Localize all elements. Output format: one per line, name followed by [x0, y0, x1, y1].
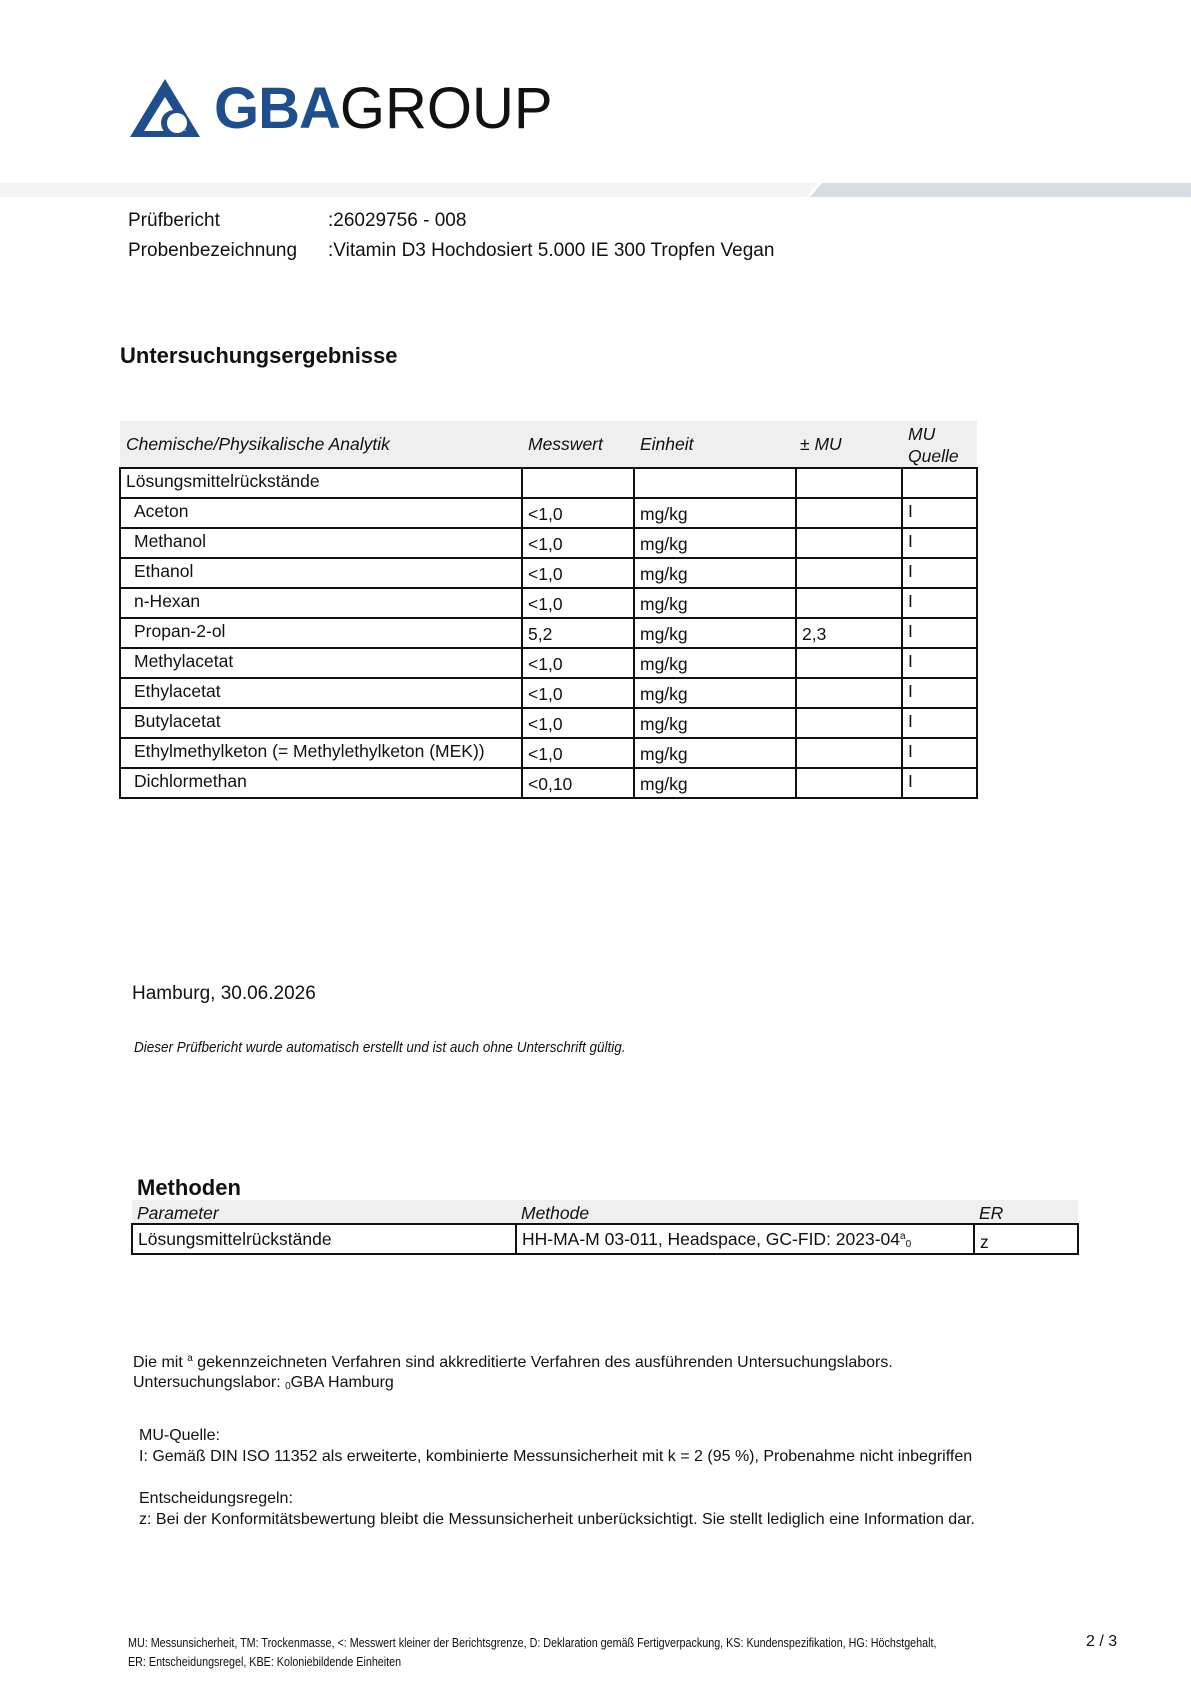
report-number-value: :26029756 - 008 — [328, 210, 467, 231]
analyte-name: Aceton — [120, 498, 522, 528]
header-analytik: Chemische/Physikalische Analytik — [120, 421, 522, 468]
sample-name-label: Probenbezeichnung — [128, 240, 298, 261]
page-number: 2 / 3 — [1086, 1633, 1118, 1650]
unit: mg/kg — [634, 738, 796, 768]
analyte-name: Butylacetat — [120, 708, 522, 738]
methods-row — [132, 1224, 1078, 1254]
table-row — [120, 708, 977, 738]
unit: mg/kg — [634, 528, 796, 558]
header-er: ER — [974, 1200, 1078, 1224]
measurement-uncertainty — [796, 648, 902, 678]
measurement-uncertainty — [796, 768, 902, 798]
measurement-uncertainty — [796, 738, 902, 768]
measured-value: <1,0 — [522, 558, 634, 588]
accreditation-mark: a — [900, 1230, 906, 1242]
unit: mg/kg — [634, 648, 796, 678]
header-methode: Methode — [516, 1200, 974, 1224]
group-empty-cell — [522, 468, 634, 498]
analyte-name: Ethanol — [120, 558, 522, 588]
gba-logo-icon — [130, 79, 200, 139]
footer-legend-line2: ER: Entscheidungsregel, KBE: Koloniebildende Einheiten — [128, 1655, 402, 1669]
header-mu: ± MU — [796, 421, 902, 468]
unit: mg/kg — [634, 558, 796, 588]
logo-text-group: GROUP — [339, 76, 553, 141]
table-row — [120, 738, 977, 768]
mu-source: I — [902, 708, 977, 738]
measured-value: 5,2 — [522, 618, 634, 648]
table-row — [120, 618, 977, 648]
measured-value: <1,0 — [522, 498, 634, 528]
header-mu-quelle-line1: MU — [908, 424, 936, 444]
measured-value: <1,0 — [522, 528, 634, 558]
measurement-uncertainty — [796, 498, 902, 528]
header-parameter: Parameter — [132, 1200, 516, 1224]
measured-value: <1,0 — [522, 678, 634, 708]
header-messwert: Messwert — [522, 421, 634, 468]
analyte-name: Methylacetat — [120, 648, 522, 678]
mu-source-text: I: Gemäß DIN ISO 11352 als erweiterte, kombinierte Messunsicherheit mit k = 2 (95 %), Probenahme nicht inbegriffen — [139, 1448, 973, 1465]
analyte-name: Ethylacetat — [120, 678, 522, 708]
mu-source: I — [902, 588, 977, 618]
group-name: Lösungsmittelrückstände — [120, 468, 522, 498]
mu-source: I — [902, 528, 977, 558]
logo-text-gba: GBA — [214, 76, 340, 141]
table-row — [120, 768, 977, 798]
decision-rules-text: z: Bei der Konformitätsbewertung bleibt die Messunsicherheit unberücksichtigt. Sie stellt lediglich eine Information dar. — [139, 1511, 975, 1528]
mu-source: I — [902, 678, 977, 708]
results-title: Untersuchungsergebnisse — [120, 343, 398, 368]
results-table — [119, 421, 978, 799]
automatic-report-note: Dieser Prüfbericht wurde automatisch erstellt und ist auch ohne Unterschrift gültig. — [134, 1039, 626, 1056]
analyte-name: Propan-2-ol — [120, 618, 522, 648]
method-parameter: Lösungsmittelrückstände — [132, 1224, 516, 1254]
unit: mg/kg — [634, 498, 796, 528]
table-row — [120, 588, 977, 618]
lab-name: GBA Hamburg — [290, 1374, 394, 1391]
lab-note — [133, 1374, 394, 1392]
group-empty-cell — [902, 468, 977, 498]
method-er: z — [974, 1224, 1078, 1254]
mu-source: I — [902, 618, 977, 648]
measurement-uncertainty: 2,3 — [796, 618, 902, 648]
mu-source: I — [902, 558, 977, 588]
mu-source: I — [902, 498, 977, 528]
measurement-uncertainty — [796, 558, 902, 588]
method-text: HH-MA-M 03-011, Headspace, GC-FID: 2023-04 — [522, 1228, 901, 1249]
methods-table — [131, 1200, 1079, 1255]
table-row — [120, 558, 977, 588]
header-mu-quelle-line2: Quelle — [908, 446, 959, 466]
table-row — [120, 678, 977, 708]
footer-legend — [128, 1634, 936, 1672]
lab-note-index: 0 — [285, 1381, 291, 1392]
table-row — [120, 498, 977, 528]
sample-name-value: :Vitamin D3 Hochdosiert 5.000 IE 300 Tropfen Vegan — [328, 240, 775, 261]
unit: mg/kg — [634, 588, 796, 618]
header-einheit: Einheit — [634, 421, 796, 468]
header-mu-quelle — [902, 421, 977, 468]
group-row — [120, 468, 977, 498]
decision-rules-title: Entscheidungsregeln: — [139, 1490, 293, 1507]
gba-group-logo — [130, 76, 553, 142]
measurement-uncertainty — [796, 588, 902, 618]
measurement-uncertainty — [796, 528, 902, 558]
mu-source: I — [902, 768, 977, 798]
place-date: Hamburg, 30.06.2026 — [132, 983, 316, 1004]
accreditation-note-end: gekennzeichneten Verfahren sind akkreditierte Verfahren des ausführenden Untersuchungslabors. — [197, 1354, 893, 1371]
methods-title: Methoden — [137, 1175, 241, 1200]
mu-source: I — [902, 738, 977, 768]
report-number-label: Prüfbericht — [128, 210, 220, 231]
accreditation-note-mark: a — [187, 1353, 193, 1364]
table-row — [120, 648, 977, 678]
analyte-name: Dichlormethan — [120, 768, 522, 798]
unit: mg/kg — [634, 678, 796, 708]
unit: mg/kg — [634, 768, 796, 798]
measurement-uncertainty — [796, 678, 902, 708]
accreditation-note — [133, 1353, 893, 1372]
results-header-row — [120, 421, 977, 468]
accreditation-note-start: Die mit — [133, 1354, 183, 1371]
measured-value: <1,0 — [522, 738, 634, 768]
table-row — [120, 528, 977, 558]
analyte-name: Ethylmethylketon (= Methylethylketon (MEK)) — [120, 738, 522, 768]
unit: mg/kg — [634, 618, 796, 648]
mu-source: I — [902, 648, 977, 678]
header-band — [0, 183, 1191, 197]
measured-value: <1,0 — [522, 648, 634, 678]
mu-source-title: MU-Quelle: — [139, 1427, 220, 1444]
analyte-name: Methanol — [120, 528, 522, 558]
unit: mg/kg — [634, 708, 796, 738]
footer-legend-line1: MU: Messunsicherheit, TM: Trockenmasse, <: Messwert kleiner der Berichtsgrenze, D: Deklaration gemäß Fertigverpackung, KS: Kundenspezifikation, HG: Höchstgehalt, — [128, 1636, 937, 1650]
methods-header-row — [132, 1200, 1078, 1224]
group-empty-cell — [634, 468, 796, 498]
measured-value: <0,10 — [522, 768, 634, 798]
group-empty-cell — [796, 468, 902, 498]
lab-index: 0 — [905, 1238, 912, 1250]
measurement-uncertainty — [796, 708, 902, 738]
measured-value: <1,0 — [522, 588, 634, 618]
analyte-name: n-Hexan — [120, 588, 522, 618]
lab-label: Untersuchungslabor: — [133, 1374, 281, 1391]
method-description — [516, 1224, 974, 1254]
measured-value: <1,0 — [522, 708, 634, 738]
